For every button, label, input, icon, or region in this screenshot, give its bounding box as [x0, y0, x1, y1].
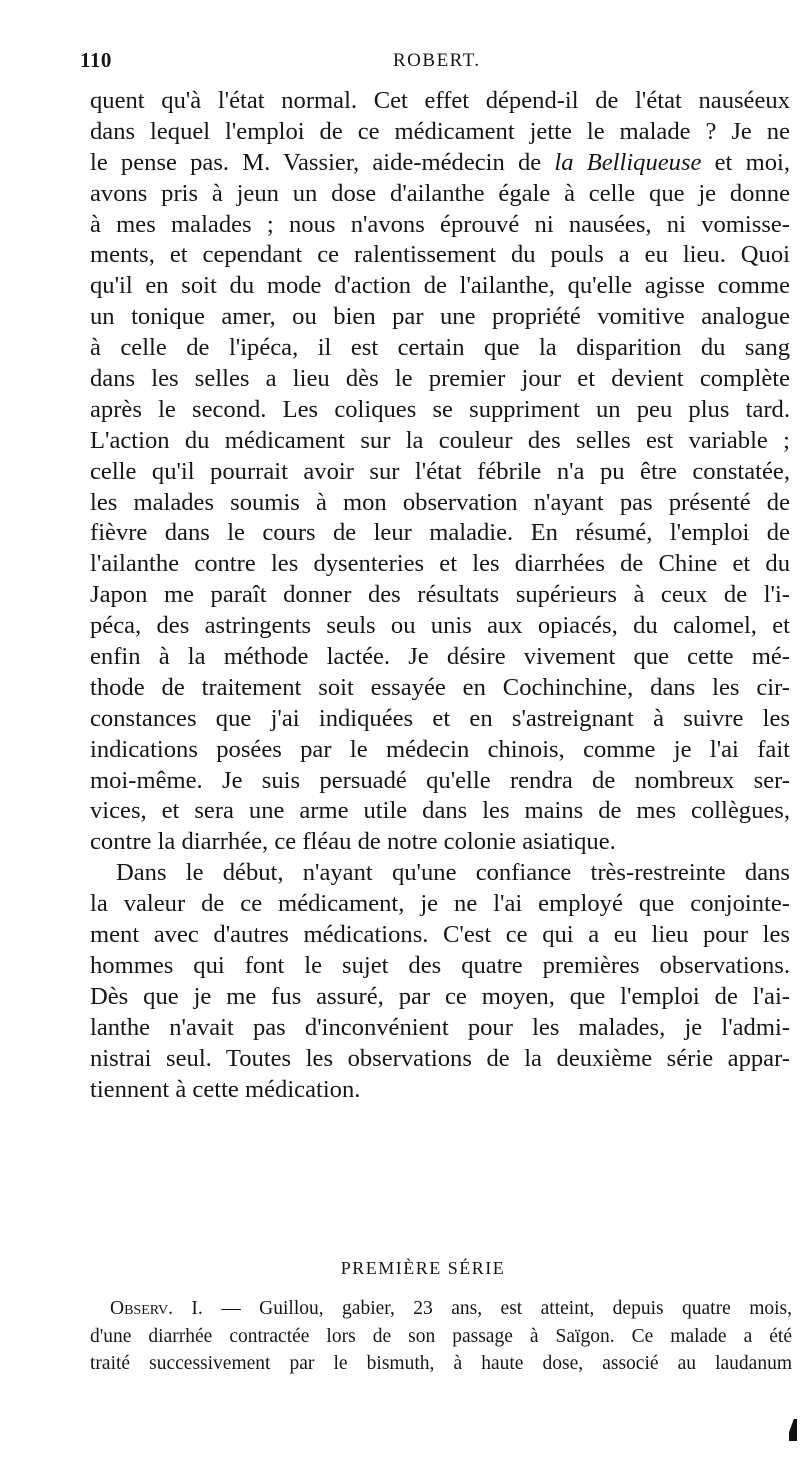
paragraph-method [90, 858, 790, 1105]
text-line: celle qu'il pourrait avoir sur l'état fébrile n'a pu être constatée, [90, 457, 790, 485]
text-line [90, 148, 790, 179]
text-line: ment avec d'autres médications. C'est ce qui a eu lieu pour les [90, 921, 790, 949]
observation-line: traité successivement par le bismuth, à haute dose, associé au laudanum [90, 1353, 792, 1374]
text-line: dans les selles a lieu dès le premier jour et devient complète [90, 365, 790, 393]
text-line: un tonique amer, ou bien par une propriété vomitive analogue [90, 303, 790, 331]
observation-text: — Guillou, gabier, 23 ans, est atteint, depuis quatre mois, [221, 1298, 792, 1319]
text-line: vices, et sera une arme utile dans les mains de mes collègues, [90, 797, 790, 825]
text-line: Dès que je me fus assuré, par ce moyen, que l'emploi de l'ai- [90, 982, 790, 1010]
section-heading: PREMIÈRE SÉRIE [340, 1258, 506, 1278]
text-line: contre la diarrhée, ce fléau de notre colonie asiatique. [90, 828, 616, 856]
text-line: qu'il en soit du mode d'action de l'ailanthe, qu'elle agisse comme [90, 272, 790, 300]
text-line: ments, et cependant ce ralentissement du pouls a eu lieu. Quoi [90, 241, 790, 269]
running-title: ROBERT. [393, 50, 481, 71]
text-line: indications posées par le médecin chinois, comme je l'ai fait [90, 735, 790, 763]
text-line: les malades soumis à mon observation n'ayant pas présenté de [90, 488, 790, 516]
main-text [90, 86, 790, 1105]
text-line-start: le pense pas. M. Vassier, aide-médecin de [90, 148, 542, 176]
text-line: constances que j'ai indiquées et en s'astreignant à suivre les [90, 704, 790, 732]
observation-block [90, 1295, 792, 1378]
text-line: avons pris à jeun un dose d'ailanthe égale à celle que je donne [90, 179, 790, 207]
text-line: moi-même. Je suis persuadé qu'elle rendra de nombreux ser- [90, 766, 790, 794]
observation-line: d'une diarrhée contractée lors de son passage à Saïgon. Ce malade a été [90, 1325, 792, 1347]
text-line: à celle de l'ipéca, il est certain que la disparition du sang [90, 334, 790, 362]
observation-label: Observ. [110, 1298, 173, 1319]
text-line: enfin à la méthode lactée. Je désire vivement que cette mé- [90, 643, 790, 671]
text-line: tiennent à cette médication. [90, 1075, 361, 1103]
text-line-end: et moi, [714, 148, 790, 176]
text-line: lanthe n'avait pas d'inconvénient pour les malades, je l'admi- [90, 1013, 790, 1041]
text-line: nistrai seul. Toutes les observations de la deuxième série appar- [90, 1044, 790, 1072]
text-line: hommes qui font le sujet des quatre premières observations. [90, 951, 790, 979]
running-head [80, 48, 780, 78]
page-number: 110 [80, 48, 112, 72]
text-line: Dans le début, n'ayant qu'une confiance très-restreinte dans [116, 859, 790, 887]
text-line: dans lequel l'emploi de ce médicament jette le malade ? Je ne [90, 117, 790, 145]
ship-name: la Belliqueuse [554, 148, 702, 176]
text-line: quent qu'à l'état normal. Cet effet dépend-il de l'état nauséeux [90, 87, 790, 114]
page-edge-mark [789, 1419, 797, 1441]
text-line: péca, des astringents seuls ou unis aux opiacés, du calomel, et [90, 612, 790, 640]
paragraph-conclusion [90, 86, 790, 858]
text-line: L'action du médicament sur la couleur des selles est variable ; [90, 426, 790, 454]
text-line: Japon me paraît donner des résultats supérieurs à ceux de l'i- [90, 581, 790, 609]
text-line: fièvre dans le cours de leur maladie. En résumé, l'emploi de [90, 519, 790, 547]
observation-number: I. [191, 1298, 203, 1319]
observation-line [90, 1295, 792, 1323]
text-line: à mes malades ; nous n'avons éprouvé ni nausées, ni vomisse- [90, 210, 790, 238]
text-line: la valeur de ce médicament, je ne l'ai employé que conjointe- [90, 890, 790, 918]
text-line: thode de traitement soit essayée en Cochinchine, dans les cir- [90, 673, 790, 701]
text-line: après le second. Les coliques se suppriment un peu plus tard. [90, 395, 790, 423]
text-line: l'ailanthe contre les dysenteries et les diarrhées de Chine et du [90, 550, 790, 578]
